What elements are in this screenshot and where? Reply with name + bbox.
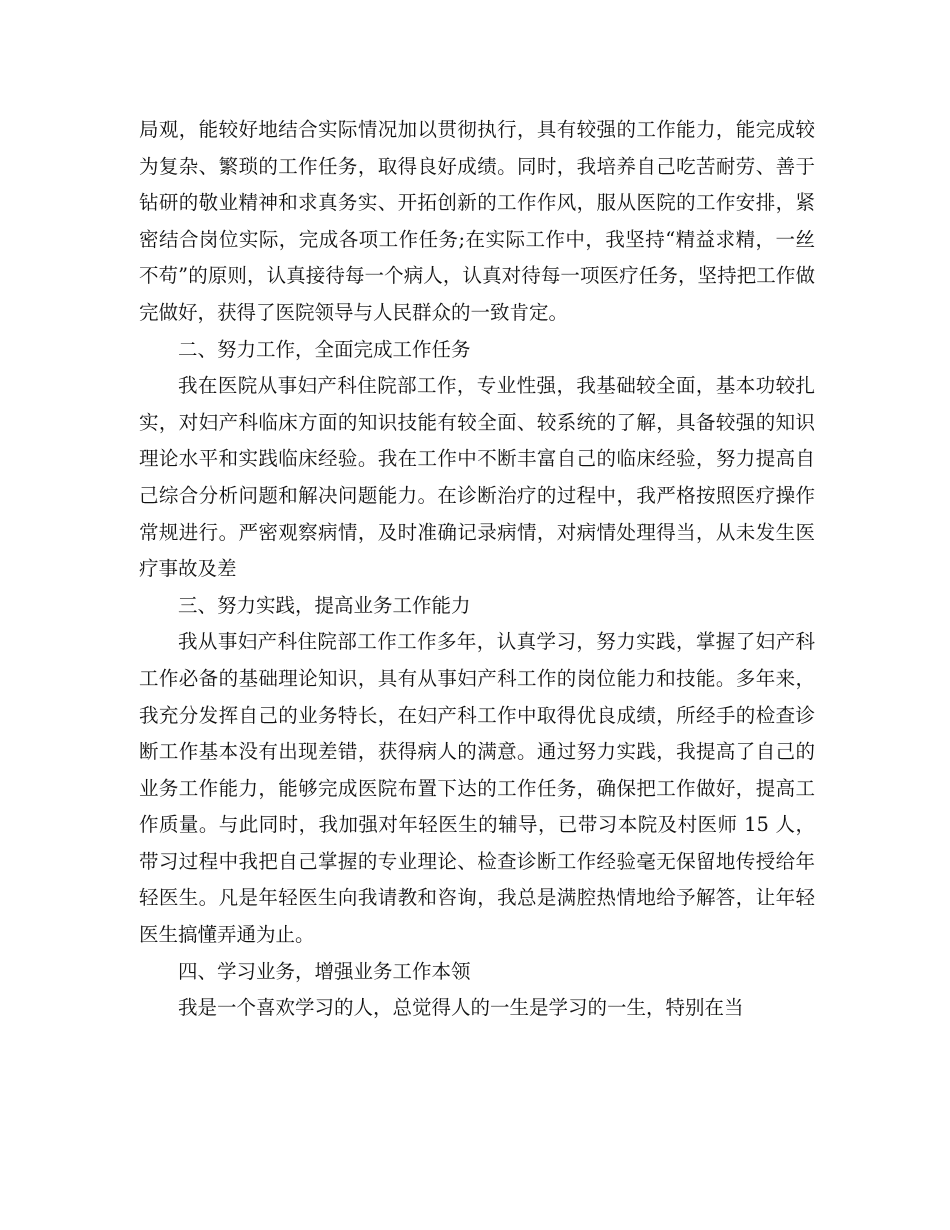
- paragraph-intro-continuation: 局观，能较好地结合实际情况加以贯彻执行，具有较强的工作能力，能完成较为复杂、繁琐的工作任务，取得良好成绩。同时，我培养自己吃苦耐劳、善于钻研的敬业精神和求真务实、开拓创新的工作作风，服从医院的工作安排，紧密结合岗位实际，完成各项工作任务;在实际工作中，我坚持“精益求精，一丝不苟”的原则，认真接待每一个病人，认真对待每一项医疗任务，坚持把工作做完做好，获得了医院领导与人民群众的一致肯定。: [139, 118, 815, 324]
- section-heading-4: 四、学习业务，增强业务工作本领: [178, 959, 471, 983]
- section-heading-2: 二、努力工作，全面完成工作任务: [178, 337, 471, 361]
- section-heading-3: 三、努力实践，提高业务工作能力: [178, 593, 471, 617]
- paragraph-section-2: 我在医院从事妇产科住院部工作，专业性强，我基础较全面，基本功较扎实，对妇产科临床方面的知识技能有较全面、较系统的了解，具备较强的知识理论水平和实践临床经验。我在工作中不断丰富自己的临床经验，努力提高自己综合分析问题和解决问题能力。在诊断治疗的过程中，我严格按照医疗操作常规进行。严密观察病情，及时准确记录病情，对病情处理得当，从未发生医疗事故及差: [139, 374, 815, 581]
- document-body: [139, 112, 815, 1027]
- paragraph-section-4: 我是一个喜欢学习的人，总觉得人的一生是学习的一生，特别在当: [178, 996, 744, 1020]
- paragraph-section-3: 我从事妇产科住院部工作工作多年，认真学习，努力实践，掌握了妇产科工作必备的基础理论知识，具有从事妇产科工作的岗位能力和技能。多年来，我充分发挥自己的业务特长，在妇产科工作中取得优良成绩，所经手的检查诊断工作基本没有出现差错，获得病人的满意。通过努力实践，我提高了自己的业务工作能力，能够完成医院布置下达的工作任务，确保把工作做好，提高工作质量。与此同时，我加强对年轻医生的辅导，已带习本院及村医师 15 人，带习过程中我把自己掌握的专业理论、检查诊断工作经验毫无保留地传授给年轻医生。凡是年轻医生向我请教和咨询，我总是满腔热情地给予解答，让年轻医生搞懂弄通为止。: [139, 630, 815, 947]
